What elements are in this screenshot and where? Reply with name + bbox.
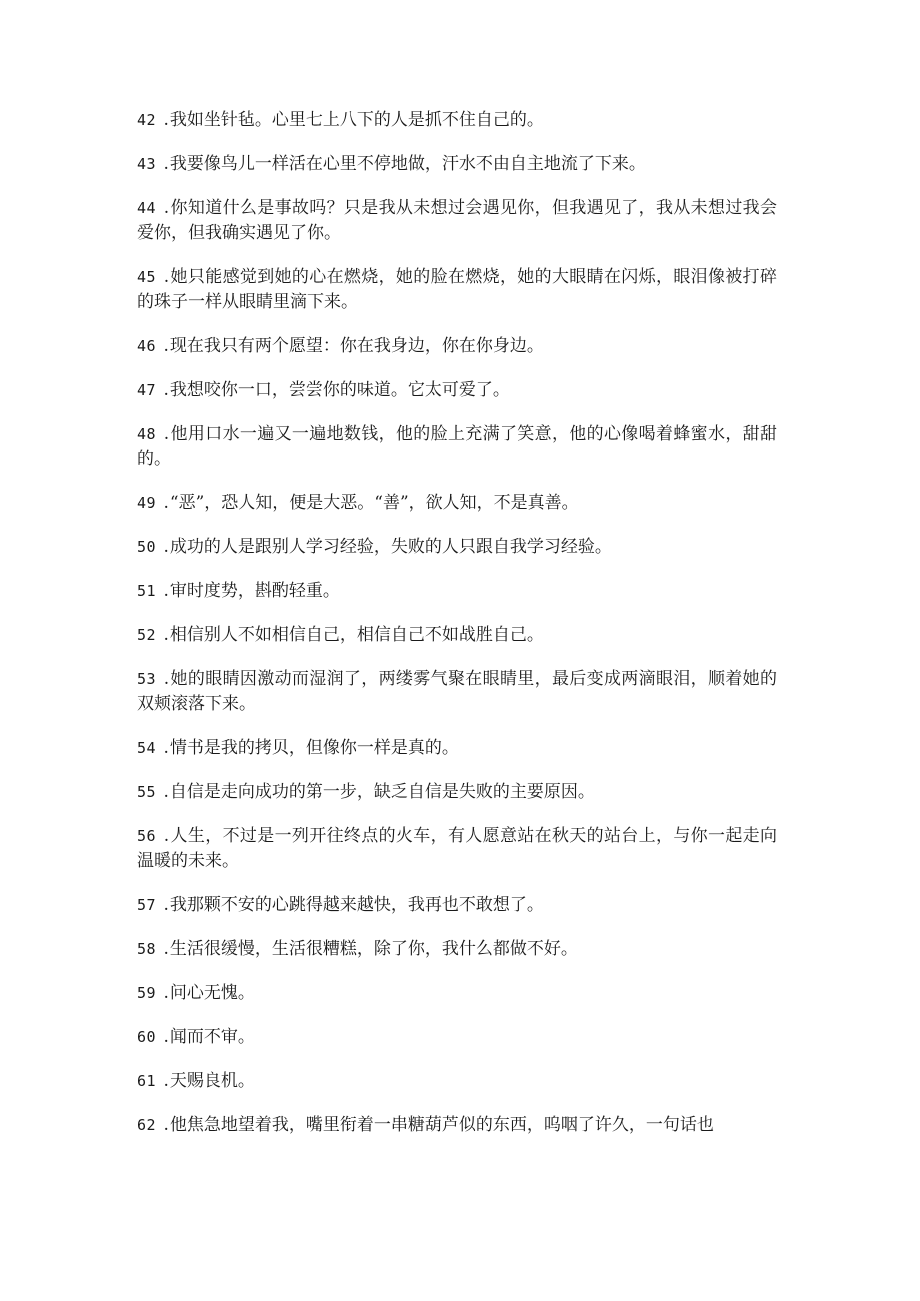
item-text: 相信别人不如相信自己，相信自己不如战胜自己。 [169, 625, 544, 645]
list-item [137, 265, 777, 315]
item-separator: . [158, 782, 169, 802]
item-number: 51 [137, 582, 157, 600]
item-separator: . [158, 424, 170, 444]
item-text: 她的眼睛因激动而湿润了，两缕雾气聚在眼睛里，最后变成两滴眼泪，顺着她的双颊滚落下来。 [137, 669, 778, 714]
list-item [137, 108, 777, 133]
item-text: 他焦急地望着我，嘴里衔着一串糖葫芦似的东西，呜咽了许久，一句话也 [169, 1115, 714, 1135]
item-separator: . [158, 198, 170, 218]
item-text: 人生，不过是一列开往终点的火车，有人愿意站在秋天的站台上，与你一起走向温暖的未来。 [137, 826, 778, 871]
item-separator: . [158, 110, 169, 130]
item-number: 62 [137, 1116, 157, 1134]
item-number: 47 [137, 381, 157, 399]
item-number: 49 [137, 494, 157, 512]
list-item [137, 824, 777, 874]
item-separator: . [158, 1027, 169, 1047]
item-separator: . [158, 939, 169, 959]
item-number: 50 [137, 538, 157, 556]
item-text: 成功的人是跟别人学习经验，失败的人只跟自我学习经验。 [169, 537, 612, 557]
list-item [137, 579, 777, 604]
list-item [137, 1069, 777, 1094]
item-number: 61 [137, 1072, 157, 1090]
item-separator: . [158, 895, 169, 915]
item-number: 52 [137, 626, 157, 644]
list-item [137, 491, 777, 516]
list-item [137, 422, 777, 472]
list-item [137, 1113, 777, 1138]
item-text: 她只能感觉到她的心在燃烧，她的脸在燃烧，她的大眼睛在闪烁，眼泪像被打碎的珠子一样从眼睛里滴下来。 [137, 267, 778, 312]
item-number: 43 [137, 155, 157, 173]
item-number: 60 [137, 1028, 157, 1046]
item-number: 55 [137, 783, 157, 801]
list-item [137, 196, 777, 246]
item-number: 59 [137, 984, 157, 1002]
item-text: 我要像鸟儿一样活在心里不停地做，汗水不由自主地流了下来。 [169, 154, 646, 174]
item-separator: . [158, 267, 170, 287]
item-text: 审时度势，斟酌轻重。 [169, 581, 340, 601]
item-separator: . [158, 738, 169, 758]
item-number: 44 [137, 199, 157, 217]
item-text: 生活很缓慢，生活很糟糕，除了你，我什么都做不好。 [169, 939, 578, 959]
item-text: 他用口水一遍又一遍地数钱，他的脸上充满了笑意，他的心像喝着蜂蜜水，甜甜的。 [137, 424, 778, 469]
list-item [137, 334, 777, 359]
item-text: “恶”，恐人知，便是大恶。“善”，欲人知，不是真善。 [169, 493, 579, 513]
item-text: 你知道什么是事故吗？只是我从未想过会遇见你，但我遇见了，我从未想过我会爱你，但我确实遇见了你。 [137, 198, 778, 243]
list-item [137, 981, 777, 1006]
item-separator: . [158, 537, 169, 557]
list-item [137, 893, 777, 918]
item-number: 57 [137, 896, 157, 914]
list-item [137, 378, 777, 403]
sentence-list [137, 108, 777, 1157]
item-number: 45 [137, 268, 157, 286]
item-text: 我如坐针毡。心里七上八下的人是抓不住自己的。 [169, 110, 544, 130]
list-item [137, 667, 777, 717]
item-separator: . [158, 380, 169, 400]
item-separator: . [158, 826, 170, 846]
item-text: 情书是我的拷贝，但像你一样是真的。 [169, 738, 459, 758]
item-text: 闻而不审。 [169, 1027, 255, 1047]
list-item [137, 535, 777, 560]
item-separator: . [158, 1071, 169, 1091]
item-separator: . [158, 493, 169, 513]
list-item [137, 1025, 777, 1050]
list-item [137, 152, 777, 177]
item-text: 问心无愧。 [169, 983, 255, 1003]
item-text: 我那颗不安的心跳得越来越快，我再也不敢想了。 [169, 895, 544, 915]
list-item [137, 623, 777, 648]
item-text: 天赐良机。 [169, 1071, 255, 1091]
item-number: 42 [137, 111, 157, 129]
item-text: 我想咬你一口，尝尝你的味道。它太可爱了。 [169, 380, 510, 400]
item-number: 58 [137, 940, 157, 958]
item-number: 54 [137, 739, 157, 757]
item-number: 56 [137, 827, 157, 845]
item-separator: . [158, 669, 170, 689]
item-number: 53 [137, 670, 157, 688]
item-number: 46 [137, 337, 157, 355]
list-item [137, 937, 777, 962]
item-text: 现在我只有两个愿望：你在我身边，你在你身边。 [169, 336, 544, 356]
item-separator: . [158, 336, 169, 356]
item-separator: . [158, 625, 169, 645]
list-item [137, 780, 777, 805]
item-text: 自信是走向成功的第一步，缺乏自信是失败的主要原因。 [169, 782, 595, 802]
item-separator: . [158, 1115, 169, 1135]
list-item [137, 736, 777, 761]
item-separator: . [158, 983, 169, 1003]
item-number: 48 [137, 425, 157, 443]
item-separator: . [158, 581, 169, 601]
item-separator: . [158, 154, 169, 174]
